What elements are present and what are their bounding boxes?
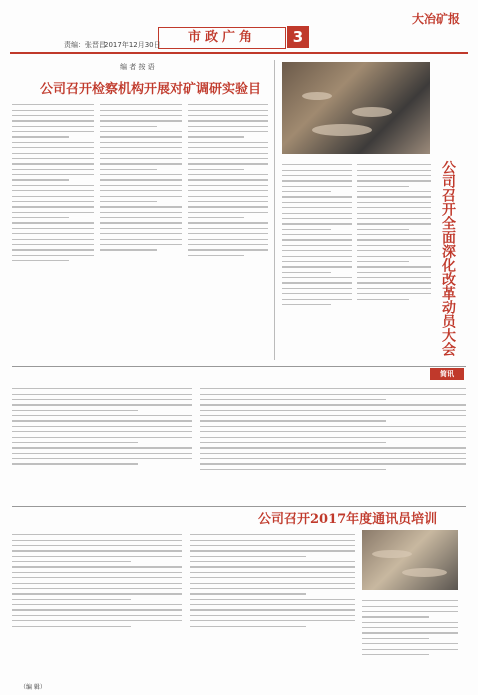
text-column-2 bbox=[100, 100, 182, 355]
news-brief-column bbox=[200, 384, 466, 504]
text-column-7 bbox=[190, 530, 355, 680]
text-column-6 bbox=[12, 530, 182, 680]
news-brief-column-left bbox=[12, 384, 192, 504]
news-box-label: 简讯 bbox=[430, 368, 464, 380]
section-number: 3 bbox=[287, 26, 309, 48]
right-vertical-headline: 公司召开全面深化改革动员大会 bbox=[440, 160, 456, 356]
page-header bbox=[0, 0, 478, 49]
mid-divider bbox=[12, 366, 466, 367]
newspaper-brand: 大冶矿报 bbox=[412, 12, 461, 26]
issue-date: 2017年12月30日 bbox=[104, 41, 161, 49]
meeting-photo bbox=[282, 62, 430, 154]
top-left-headline: 公司召开检察机构开展对矿调研实验目 bbox=[40, 82, 262, 97]
top-left-kicker: 编 者 按 语 bbox=[120, 63, 155, 71]
editor-credit: 责编：张晋昌 bbox=[64, 41, 106, 49]
section-title: 市政广角 bbox=[158, 27, 286, 49]
column-divider bbox=[274, 60, 275, 360]
header-rule bbox=[10, 52, 468, 54]
text-column-5 bbox=[357, 160, 431, 360]
text-column-4 bbox=[282, 160, 352, 360]
training-headline: 公司召开2017年度通讯员培训 bbox=[258, 512, 438, 527]
lower-divider bbox=[12, 506, 466, 507]
text-column-3 bbox=[188, 100, 268, 355]
text-column-8 bbox=[362, 596, 458, 684]
training-photo bbox=[362, 530, 458, 590]
text-column-1 bbox=[12, 100, 94, 355]
article-end-mark: （编 辑） bbox=[20, 684, 46, 691]
